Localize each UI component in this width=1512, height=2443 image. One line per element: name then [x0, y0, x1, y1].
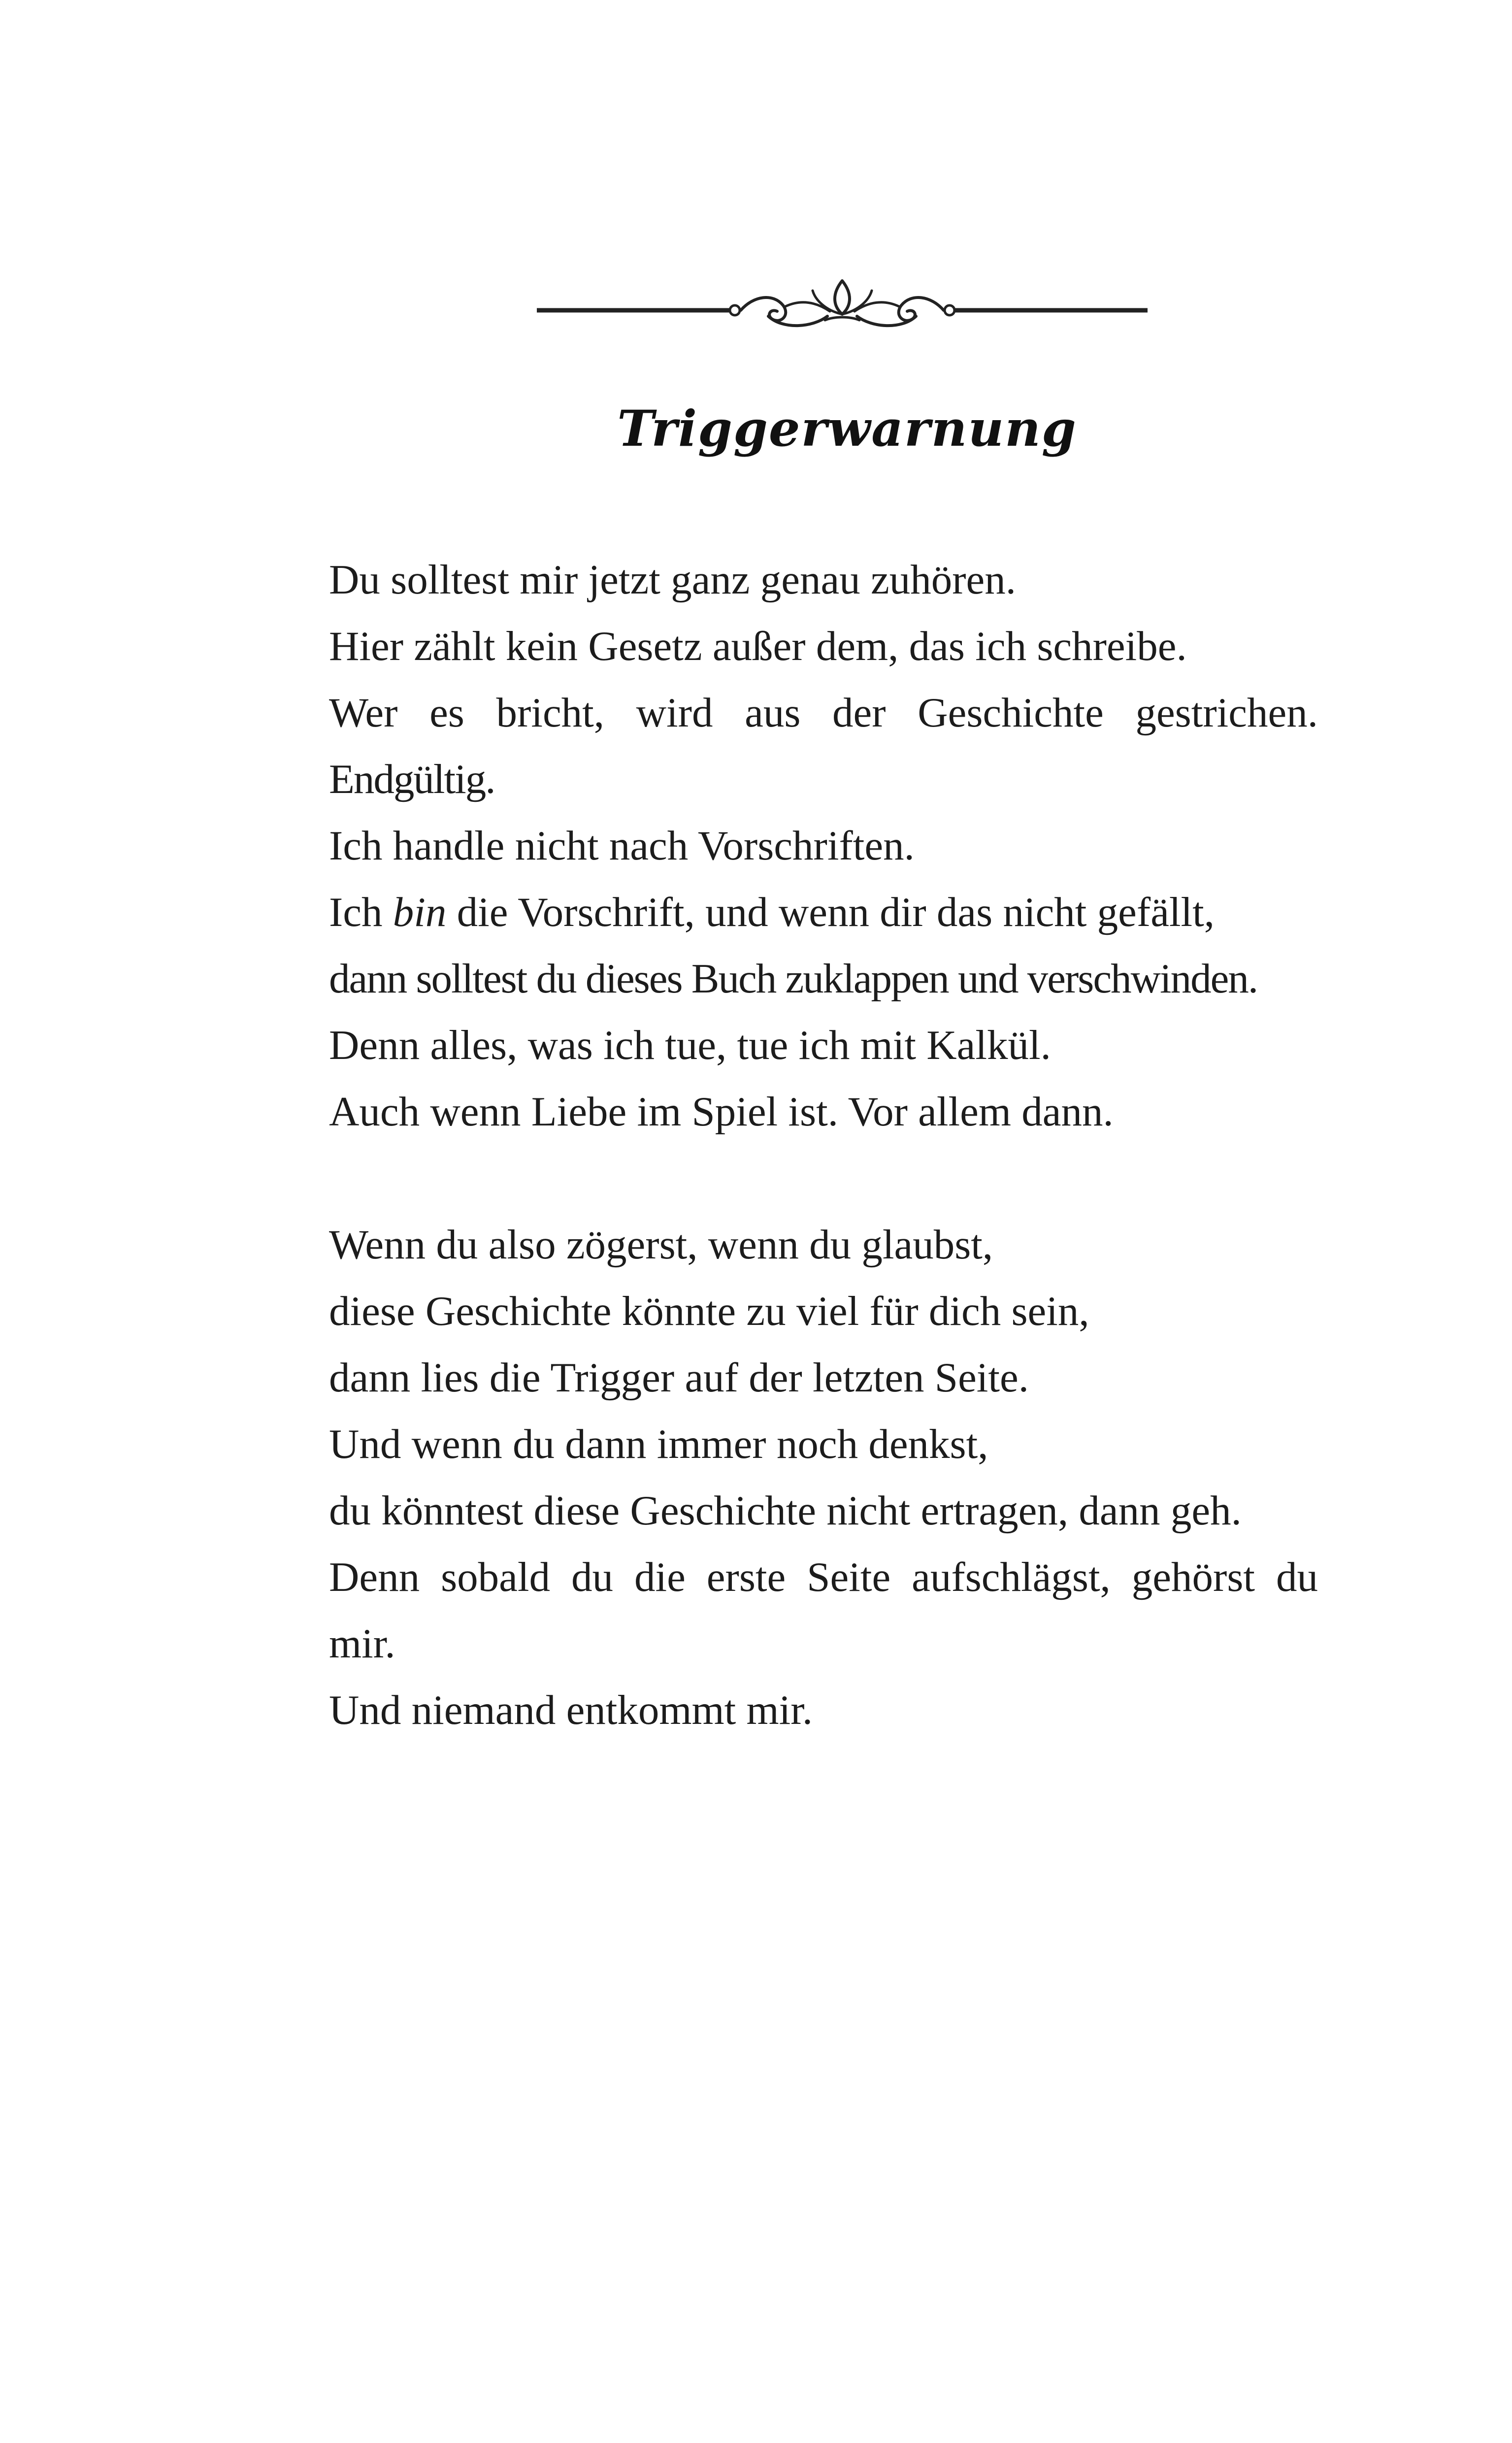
poem-line: dann solltest du dieses Buch zuklappen und verschwinden. [329, 956, 1258, 1002]
poem-line: diese Geschichte könnte zu viel für dich sein, [329, 1288, 1089, 1334]
poem-line: Denn sobald du die erste Seite aufschlägst, gehörst du [329, 1554, 1318, 1600]
poem-line: Denn alles, was ich tue, tue ich mit Kalkül. [329, 1022, 1051, 1068]
poem-line-end: die Vorschrift, und wenn dir das nicht gefällt, [446, 889, 1215, 935]
poem-line: Hier zählt kein Gesetz außer dem, das ich schreibe. [329, 623, 1187, 669]
poem-line: Wenn du also zögerst, wenn du glaubst, [329, 1222, 993, 1268]
poem-line: dann lies die Trigger auf der letzten Seite. [329, 1354, 1029, 1401]
poem-line: Ich handle nicht nach Vorschriften. [329, 823, 915, 869]
poem-line-start: Ich [329, 889, 393, 935]
stanza-break [329, 1145, 1318, 1212]
poem-line: mir. [329, 1620, 395, 1667]
poem-line: Und niemand entkommt mir. [329, 1687, 813, 1733]
emphasized-word: bin [393, 889, 447, 935]
flourish-divider-icon [537, 271, 1148, 350]
poem-line: Auch wenn Liebe im Spiel ist. Vor allem dann. [329, 1089, 1114, 1135]
poem-line: Du solltest mir jetzt ganz genau zuhören. [329, 557, 1016, 603]
poem-line: Und wenn du dann immer noch denkst, [329, 1421, 988, 1467]
poem-line: Wer es bricht, wird aus der Geschichte gestrichen. [329, 690, 1318, 736]
poem-line: du könntest diese Geschichte nicht ertragen, dann geh. [329, 1487, 1242, 1534]
page-title: Triggerwarnung [617, 399, 1077, 458]
poem-line [329, 879, 1318, 946]
poem-line: Endgültig. [329, 756, 495, 802]
poem-text [329, 547, 1318, 1744]
